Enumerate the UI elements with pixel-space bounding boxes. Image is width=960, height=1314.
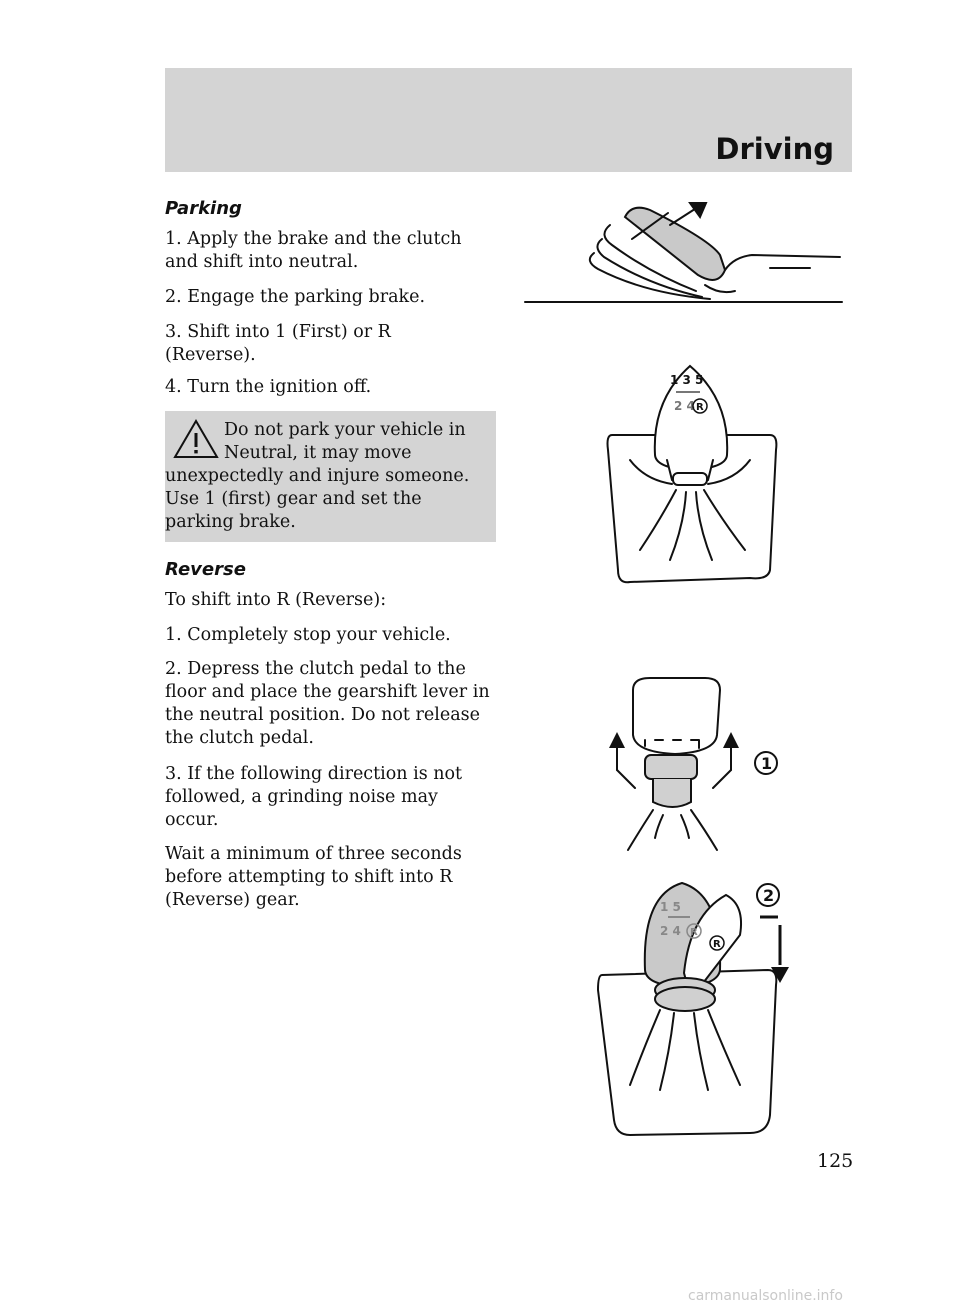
reverse-heading-wrap: [165, 559, 495, 580]
warning-text: [165, 419, 490, 534]
reverse-step-2: 2. Depress the clutch pedal to the floor and place the gearshift lever in the neutral position. Do not release the clutch pedal.: [165, 659, 490, 748]
warning-line-2: Neutral, it may move: [224, 443, 412, 463]
reverse-intro-wrap: [165, 589, 495, 612]
chapter-header: [165, 68, 852, 172]
parking-step-4-wrap: [165, 376, 495, 399]
parking-heading: Parking: [165, 198, 242, 219]
parking-step-2: 2. Engage the parking brake.: [165, 287, 426, 307]
footer-watermark: carmanualsonline.info: [688, 1288, 843, 1304]
chapter-title: Driving: [715, 132, 834, 166]
shift-target-reverse: R: [713, 939, 721, 950]
warning-box: [165, 411, 496, 542]
lift-collar-illustration: [595, 670, 825, 860]
reverse-heading: Reverse: [165, 559, 246, 580]
shift-pattern-row-2: 2 4: [674, 399, 695, 413]
reverse-shift-illustration: [590, 875, 810, 1140]
parking-step-3: 3. Shift into 1 (First) or R (Reverse).: [165, 322, 391, 365]
parking-step-1: 1. Apply the brake and the clutch and shift into neutral.: [165, 229, 462, 272]
reverse-step-3: 3. If the following direction is not followed, a grinding noise may occur.: [165, 764, 463, 830]
shift-pattern-reverse: R: [696, 402, 704, 413]
callout-2: 2: [763, 886, 775, 905]
reverse-step-1-wrap: [165, 624, 495, 647]
parking-step-4: 4. Turn the ignition off.: [165, 377, 372, 397]
reverse-intro: To shift into R (Reverse):: [165, 590, 387, 610]
shift-pattern-row-1: 1 3 5: [670, 373, 704, 387]
warning-rest: unexpectedly and injure someone. Use 1 (first) gear and set the parking brake.: [165, 466, 470, 532]
parking-step-3-wrap: [165, 321, 415, 367]
page-number: 125: [817, 1150, 854, 1172]
faded-pattern-reverse: R: [690, 927, 698, 938]
parking-heading-wrap: [165, 198, 495, 219]
reverse-wait-wrap: [165, 843, 475, 912]
faded-pattern-row-2: 2 4: [660, 924, 681, 938]
faded-pattern-row-1: 1 5: [660, 900, 681, 914]
reverse-step-3-wrap: [165, 763, 485, 832]
parking-step-1-wrap: [165, 228, 485, 274]
warning-line-1: Do not park your vehicle in: [224, 420, 466, 440]
shift-knob-illustration: [600, 360, 780, 590]
parking-step-2-wrap: [165, 286, 495, 309]
parking-brake-illustration: [520, 195, 850, 310]
reverse-step-2-wrap: [165, 658, 490, 750]
reverse-wait-note: Wait a minimum of three seconds before attempting to shift into R (Reverse) gear.: [165, 844, 462, 910]
reverse-step-1: 1. Completely stop your vehicle.: [165, 625, 451, 645]
callout-1: 1: [761, 754, 773, 773]
